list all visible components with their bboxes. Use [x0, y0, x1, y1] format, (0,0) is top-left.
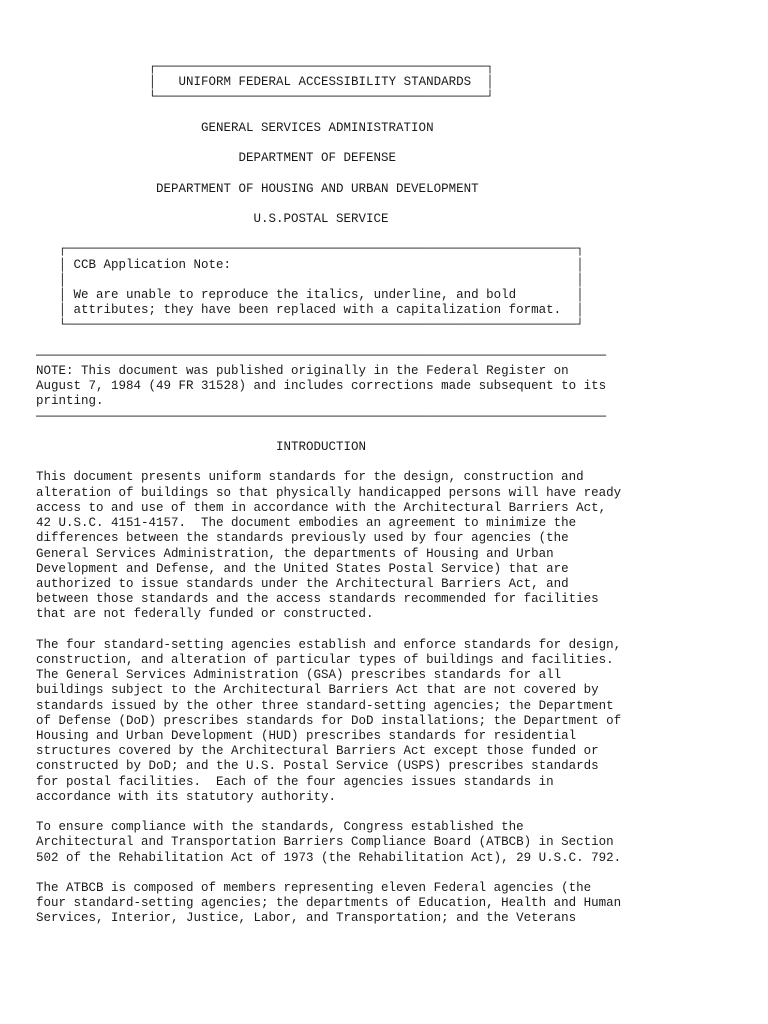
divider-rule: ──────────────────────────────────────────────────────────────────────────── [36, 409, 607, 424]
paragraph-line: for postal facilities. Each of the four agencies issues standards in [36, 774, 554, 789]
paragraph-line: accordance with its statutory authority. [36, 789, 337, 804]
paragraph-line: General Services Administration, the departments of Housing and Urban [36, 546, 554, 561]
publication-note-line: NOTE: This document was published originally in the Federal Register on [36, 364, 569, 379]
paragraph-line: four standard-setting agencies; the departments of Education, Health and Human [36, 896, 622, 911]
agency-name: GENERAL SERVICES ADMINISTRATION [36, 120, 434, 135]
agency-name: DEPARTMENT OF HOUSING AND URBAN DEVELOPMENT [36, 181, 479, 196]
agency-name: DEPARTMENT OF DEFENSE [36, 151, 397, 166]
paragraph-line: access to and use of them in accordance with the Architectural Barriers Act, [36, 500, 607, 515]
paragraph-line: Development and Defense, and the United States Postal Service) that are [36, 561, 569, 576]
ccb-note-line: attributes; they have been replaced with a capitalization format. [73, 303, 562, 318]
paragraph-line: alteration of buildings so that physically handicapped persons will have ready [36, 485, 622, 500]
divider-rule: ──────────────────────────────────────────────────────────────────────────── [36, 348, 607, 363]
ccb-note-line: We are unable to reproduce the italics, underline, and bold [73, 288, 517, 303]
paragraph-line: Architectural and Transportation Barriers Compliance Board (ATBCB) in Section [36, 835, 614, 850]
paragraph-line: The ATBCB is composed of members representing eleven Federal agencies (the [36, 880, 592, 895]
paragraph-line: This document presents uniform standards for the design, construction and [36, 470, 584, 485]
section-heading: INTRODUCTION [36, 440, 367, 455]
paragraph-line: construction, and alteration of particular types of buildings and facilities. [36, 652, 614, 667]
paragraph-line: between those standards and the access standards recommended for facilities [36, 592, 599, 607]
paragraph-line: To ensure compliance with the standards, Congress established the [36, 820, 524, 835]
paragraph-line: of Defense (DoD) prescribes standards for DoD installations; the Department of [36, 713, 622, 728]
paragraph-line: buildings subject to the Architectural Barriers Act that are not covered by [36, 683, 599, 698]
paragraph-line: standards issued by the other three standard-setting agencies; the Department [36, 698, 614, 713]
ccb-note-heading: CCB Application Note: [73, 257, 232, 272]
agency-name: U.S.POSTAL SERVICE [36, 212, 389, 227]
paragraph-line: 502 of the Rehabilitation Act of 1973 (the Rehabilitation Act), 29 U.S.C. 792. [36, 850, 622, 865]
paragraph-line: The General Services Administration (GSA) prescribes standards for all [36, 668, 562, 683]
paragraph-line: authorized to issue standards under the Architectural Barriers Act, and [36, 576, 569, 591]
paragraph-line: The four standard-setting agencies establish and enforce standards for design, [36, 637, 622, 652]
paragraph-line: differences between the standards previously used by four agencies (the [36, 531, 569, 546]
paragraph-line: Services, Interior, Justice, Labor, and Transportation; and the Veterans [36, 911, 577, 926]
document-title: UNIFORM FEDERAL ACCESSIBILITY STANDARDS [178, 75, 472, 90]
publication-note-line: printing. [36, 394, 104, 409]
paragraph-line: Housing and Urban Development (HUD) prescribes standards for residential [36, 728, 577, 743]
paragraph-line: that are not federally funded or constructed. [36, 607, 374, 622]
publication-note-line: August 7, 1984 (49 FR 31528) and includes corrections made subsequent to its [36, 379, 607, 394]
paragraph-line: structures covered by the Architectural Barriers Act except those funded or [36, 744, 599, 759]
document-text: ┌────────────────────────────────────────────┐ │ UNIFORM FEDERAL ACCESSIBILITY STANDARDS │ └────────────────────────────────────────────┘ GENERAL SERVICES ADMINISTRATION DEPARTMENT OF DEFENSE DEPARTMENT OF HOUSING AND URBAN DEVELOPMENT U.S.POSTAL SERVICE ┌────────────────────────────────────────────────────────────────────┐ │ CCB Application Note: │ │ │ │ We are unable to reproduce the italics, underline, and bold │ │ attributes; they have been replaced with a capitalization format. │ └────────────────────────────────────────────────────────────────────┘ ──────────────────────────────────────────────────────────────────────────── NOTE: This document was published originally in the Federal Register on August 7, 1984 (49 FR 31528) and includes corrections made subsequent to its printing. ──────────────────────────────────────────────────────────────────────────── INTRODUCTION This document presents uniform standards for the design, construction and alteration of buildings so that physically handicapped persons will have ready access to and use of them in accordance with the Architectural Barriers Act, 42 U.S.C. 4151-4157. The document embodies an agreement to minimize the differences between the standards previously used by four agencies (the General Services Administration, the departments of Housing and Urban Development and Defense, and the United States Postal Service) that are authorized to issue standards under the Architectural Barriers Act, and between those standards and the access standards recommended for facilities that are not federally funded or constructed. The four standard-setting agencies establish and enforce standards for design, construction, and alteration of particular types of buildings and facilities. The General Services Administration (GSA) prescribes standards for all buildings subject to the Architectural Barriers Act that are not covered by standards issued by the other three standard-setting agencies; the Department of Defense (DoD) prescribes standards for DoD installations; the Department of Housing and Urban Development (HUD) prescribes standards for residential structures covered by the Architectural Barriers Act except those funded or constructed by DoD; and the U.S. Postal Service (USPS) prescribes standards for postal facilities. Each of the four agencies issues standards in accordance with its statutory authority. To ensure compliance with the standards, Congress established the Architectural and Transportation Barriers Compliance Board (ATBCB) in Section 502 of the Rehabilitation Act of 1973 (the Rehabilitation Act), 29 U.S.C. 792. The ATBCB is composed of members representing eleven Federal agencies (the four standard-setting agencies; the departments of Education, Health and Human Services, Interior, Justice, Labor, and Transportation; and the Veterans [36, 60, 622, 926]
paragraph-line: constructed by DoD; and the U.S. Postal Service (USPS) prescribes standards [36, 759, 599, 774]
paragraph-line: 42 U.S.C. 4151-4157. The document embodies an agreement to minimize the [36, 516, 577, 531]
